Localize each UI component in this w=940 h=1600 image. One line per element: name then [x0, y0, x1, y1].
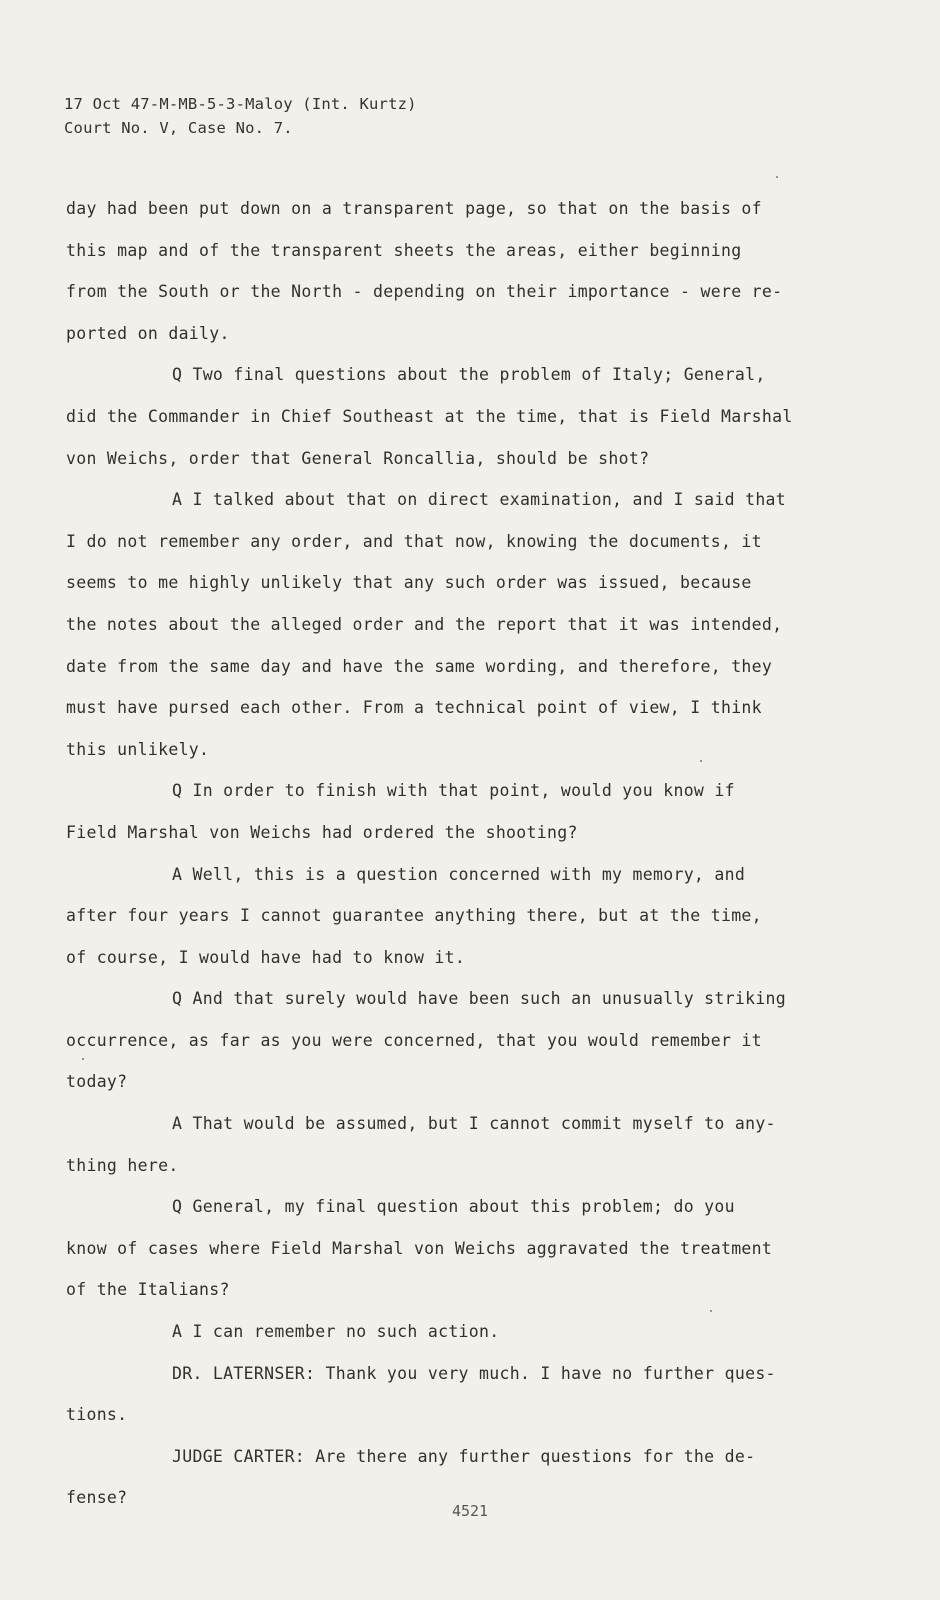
text-line: day had been put down on a transparent page, so that on the basis of	[66, 199, 762, 218]
text-line: date from the same day and have the same wording, and therefore, they	[66, 656, 773, 676]
text-line: A I can remember no such action.	[172, 1322, 500, 1342]
paragraph-answer	[66, 854, 826, 979]
page-number: 4521	[451, 1502, 489, 1520]
paper-speck	[700, 760, 702, 762]
text-line: Q And that surely would have been such an unusually striking	[172, 989, 787, 1009]
paragraph-continuation	[66, 188, 826, 354]
header-session-line: 17 Oct 47-M-MB-5-3-Maloy (Int. Kurtz)	[64, 95, 417, 113]
text-line: occurrence, as far as you were concerned, that you would remember it	[66, 1030, 762, 1050]
paragraph-question	[66, 1186, 826, 1311]
text-line: must have pursed each other. From a technical point of view, I think	[66, 698, 762, 718]
text-line: of the Italians?	[66, 1280, 230, 1300]
text-line: did the Commander in Chief Southeast at the time, that is Field Marshal	[66, 406, 793, 426]
text-line: after four years I cannot guarantee anything there, but at the time,	[66, 906, 762, 926]
header-case-line: Court No. V, Case No. 7.	[64, 119, 293, 137]
text-line: know of cases where Field Marshal von Weichs aggravated the treatment	[66, 1238, 773, 1258]
text-line: this unlikely.	[66, 739, 210, 759]
text-line: fense?	[66, 1488, 128, 1508]
text-line: I do not remember any order, and that now, knowing the documents, it	[66, 531, 762, 551]
text-line: A I talked about that on direct examination, and I said that	[172, 490, 787, 510]
paragraph-question	[66, 978, 826, 1103]
text-line: from the South or the North - depending on their importance - were re-	[66, 282, 783, 302]
paragraph-question	[66, 770, 826, 853]
paper-speck	[710, 1310, 712, 1312]
text-line: thing here.	[66, 1155, 179, 1175]
text-line: Field Marshal von Weichs had ordered the shooting?	[66, 822, 578, 842]
paragraph-answer	[66, 1311, 826, 1353]
paper-speck	[776, 176, 778, 178]
text-line: DR. LATERNSER: Thank you very much. I have no further ques-	[172, 1363, 776, 1383]
paper-speck	[82, 1058, 84, 1060]
text-line: this map and of the transparent sheets the areas, either beginning	[66, 240, 742, 260]
text-line: the notes about the alleged order and the report that it was intended,	[66, 614, 783, 634]
text-line: Q Two final questions about the problem of Italy; General,	[172, 365, 766, 385]
text-line: of course, I would have had to know it.	[66, 947, 466, 967]
paragraph-answer	[66, 479, 826, 770]
text-line: Q In order to finish with that point, would you know if	[172, 781, 735, 801]
transcript-body	[66, 188, 826, 1519]
paragraph-answer	[66, 1103, 826, 1186]
text-line: ported on daily.	[66, 323, 230, 343]
text-line: today?	[66, 1072, 128, 1092]
text-line: seems to me highly unlikely that any such order was issued, because	[66, 573, 752, 593]
paragraph-question	[66, 354, 826, 479]
text-line: A Well, this is a question concerned with my memory, and	[172, 864, 746, 884]
text-line: von Weichs, order that General Roncallia, should be shot?	[66, 448, 650, 468]
text-line: JUDGE CARTER: Are there any further questions for the de-	[172, 1446, 756, 1466]
text-line: tions.	[66, 1405, 128, 1425]
text-line: A That would be assumed, but I cannot commit myself to any-	[172, 1114, 776, 1134]
document-header	[64, 92, 417, 140]
paragraph-counsel-statement	[66, 1353, 826, 1436]
text-line: Q General, my final question about this problem; do you	[172, 1197, 735, 1217]
